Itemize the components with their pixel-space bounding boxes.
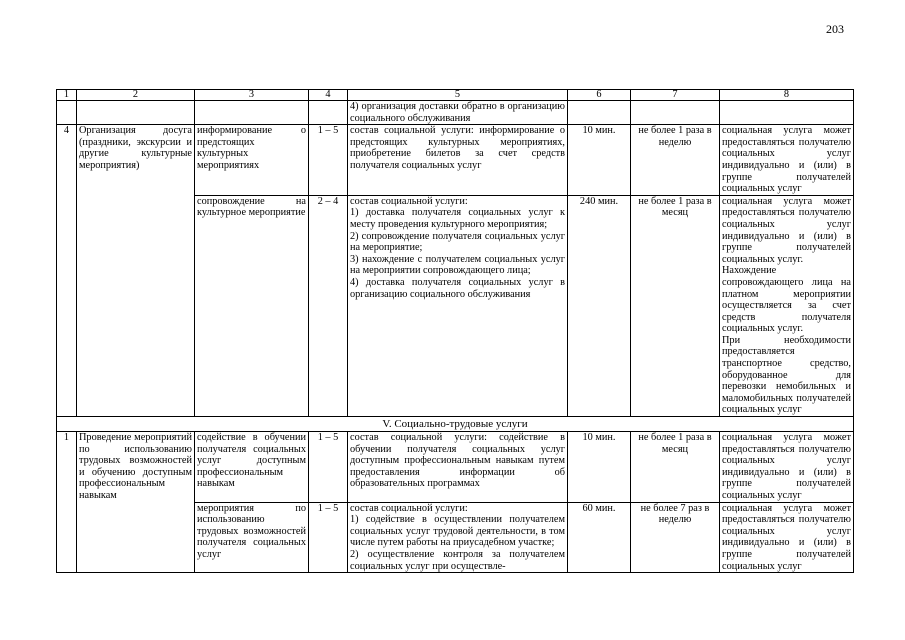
service-content bbox=[348, 502, 568, 573]
content-line: 4) доставка получателя социальных услуг в организацию социального обслуживания bbox=[350, 276, 565, 300]
service-content bbox=[348, 195, 568, 416]
header-cell: 1 bbox=[57, 90, 77, 101]
duration: 10 мин. bbox=[568, 125, 631, 196]
frequency: не более 1 раза в месяц bbox=[631, 195, 720, 416]
content-line: состав социальной услуги: bbox=[350, 502, 468, 514]
table-row bbox=[57, 125, 854, 196]
header-row bbox=[57, 90, 854, 101]
norm: 1 – 5 bbox=[309, 502, 348, 573]
frequency: не более 1 раза в неделю bbox=[631, 125, 720, 196]
header-cell: 5 bbox=[348, 90, 568, 101]
section-row bbox=[57, 417, 854, 432]
service-type: мероприятия по использованию трудовых возможностей получателя социальных услуг bbox=[195, 502, 309, 573]
frequency: не более 1 раза в месяц bbox=[631, 432, 720, 503]
note: социальная услуга может предоставляться получателю социальных услуг индивидуально и (или) в группе получателей социальных услуг bbox=[720, 125, 854, 196]
note-paragraph: социальная услуга может предоставляться получателю социальных услуг индивидуально и (или) в группе получателей социальных услуг. bbox=[722, 195, 851, 265]
service-type: информирование о предстоящих культурных мероприятиях bbox=[195, 125, 309, 196]
header-cell: 7 bbox=[631, 90, 720, 101]
table-row bbox=[57, 432, 854, 503]
service-content: состав социальной услуги: содействие в обучении получателя социальных услуг доступным профессиональным навыкам путем предоставления информации об образовательных программах bbox=[348, 432, 568, 503]
content-line: 2) осуществление контроля за получателем социальных услуг при осуществле- bbox=[350, 548, 565, 572]
header-cell: 2 bbox=[77, 90, 195, 101]
norm: 1 – 5 bbox=[309, 125, 348, 196]
continuation-content: 4) организация доставки обратно в организацию социального обслуживания bbox=[348, 101, 568, 125]
duration: 60 мин. bbox=[568, 502, 631, 573]
page-number: 203 bbox=[826, 22, 844, 36]
service-type: содействие в обучении получателя социальных услуг доступным профессиональным навыкам bbox=[195, 432, 309, 503]
content-line: 3) нахождение с получателем социальных услуг на мероприятии сопровождающего лица; bbox=[350, 253, 565, 277]
content-line: 1) содействие в осуществлении получателем социальных услуг трудовой деятельности, в том числе путем работы на приусадебном участке; bbox=[350, 514, 565, 549]
header-cell: 3 bbox=[195, 90, 309, 101]
note: социальная услуга может предоставляться получателю социальных услуг индивидуально и (или) в группе получателей социальных услуг bbox=[720, 432, 854, 503]
header-cell: 6 bbox=[568, 90, 631, 101]
header-cell: 8 bbox=[720, 90, 854, 101]
row-number: 4 bbox=[57, 125, 77, 417]
content-line: 2) сопровождение получателя социальных услуг на мероприятие; bbox=[350, 230, 565, 254]
note bbox=[720, 195, 854, 416]
services-table bbox=[56, 89, 854, 573]
continuation-row bbox=[57, 101, 854, 125]
header-cell: 4 bbox=[309, 90, 348, 101]
note-paragraph: При необходимости предоставляется транспортное средство, оборудованное для перевозки немобильных и маломобильных получателей социальных услуг bbox=[722, 334, 851, 416]
section-title: V. Социально-трудовые услуги bbox=[57, 417, 854, 432]
duration: 10 мин. bbox=[568, 432, 631, 503]
note-paragraph: Нахождение сопровождающего лица на платном мероприятии осуществляется за счет средств получателя социальных услуг. bbox=[722, 265, 851, 335]
service-content: состав социальной услуги: информирование о предстоящих культурных мероприятиях, приобретение билетов за счет средств получателя социальных услуг bbox=[348, 125, 568, 196]
norm: 2 – 4 bbox=[309, 195, 348, 416]
service-name: Организация досуга (праздники, экскурсии и другие культурные мероприятия) bbox=[77, 125, 195, 417]
service-name: Проведение мероприятий по использованию трудовых возможностей и обучению доступным профессиональным навыкам bbox=[77, 432, 195, 573]
duration: 240 мин. bbox=[568, 195, 631, 416]
norm: 1 – 5 bbox=[309, 432, 348, 503]
note: социальная услуга может предоставляться получателю социальных услуг индивидуально и (или) в группе получателей социальных услуг bbox=[720, 502, 854, 573]
frequency: не более 7 раз в неделю bbox=[631, 502, 720, 573]
service-type: сопровождение на культурное мероприятие bbox=[195, 195, 309, 416]
row-number: 1 bbox=[57, 432, 77, 573]
content-line: 1) доставка получателя социальных услуг к месту проведения культурного мероприятия; bbox=[350, 207, 565, 230]
content-line: состав социальной услуги: bbox=[350, 195, 468, 207]
